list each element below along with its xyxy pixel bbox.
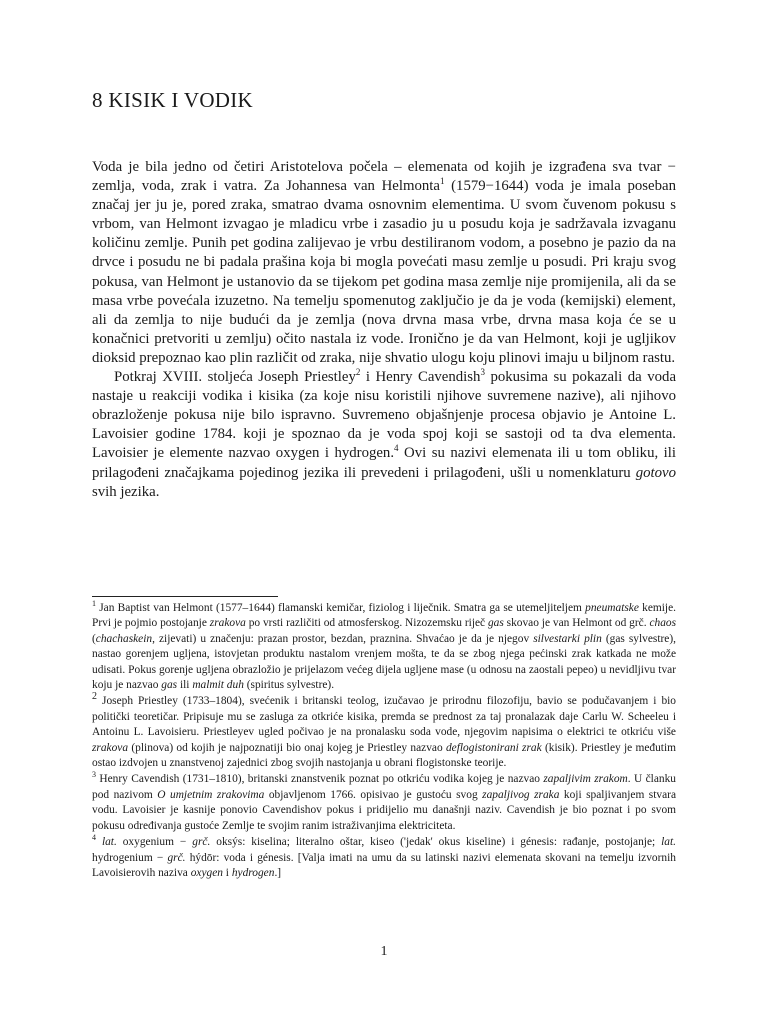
italic-text: grč. (167, 851, 186, 864)
footnote-separator (92, 596, 278, 597)
footnote-ref[interactable]: 3 (480, 367, 485, 378)
italic-text: zapaljivim zrakom (543, 773, 628, 786)
text-run: hydrogenium − (92, 851, 168, 864)
italic-text: chachaskein (95, 632, 153, 645)
text-run: oksýs: kiselina; literalno oštar, kiseo ('jedak' okus kiseline) i génesis: rađanje, postojanje; (210, 836, 662, 849)
text-run: i (222, 866, 232, 879)
page-number: 1 (380, 944, 388, 959)
text-run: ( (92, 632, 96, 645)
text-run: (gas sylvestre), nastao gorenjem ugljena, istovjetan produktu nastalom vrenjem mošta, te da se zbog njega pećinski zrak katkada ne može udisati. Pokus gorenje ugljena obrazložio je prijelazom većeg dijela ugljene mase (u odnosu na zaostali pepeo) u nevidljivu tvar koju je nazvao (92, 632, 677, 692)
text-run: Ovi su nazivi elemenata ili u tom obliku, ili prilagođeni značajkama pojedinog jezika ili prevedeni i prilagođeni, ušli u nomenklaturu (92, 445, 677, 481)
text-run: Henry Cavendish (1731–1810), britanski znanstvenik poznat po otkriću vodika kojeg je nazvao (99, 773, 544, 786)
text-run: hýdōr: voda i génesis. [Valja imati na umu da su latinski nazivi elemenata skovani na temelju izvornih Lavoisierovih naziva (92, 851, 676, 879)
italic-text: deflogistonirani zrak (445, 741, 542, 754)
italic-text: lat. (661, 836, 676, 849)
footnote-ref[interactable]: 2 (355, 367, 361, 378)
footnote-number: 3 (92, 770, 96, 780)
text-run: svih jezika. (92, 483, 160, 500)
footnote (92, 691, 676, 771)
text-run: Joseph Priestley (1733–1804), svećenik i britanski teolog, izučavao je prirodnu filozofiju, bavio se podučavanjem i bio politički teoretičar. Pripisuje mu se zasluga za otkriće kisika, premda se prednost za taj pronalazak daje Carlu W. Scheeleu i Antoinu L. Lavoisieru. Priestleyev ugled počivao je na pronalasku soda vode, njegovim napisima o elektrici te otkriću više (92, 695, 676, 739)
footnote (92, 772, 676, 834)
italic-text: oxygen (190, 866, 223, 879)
italic-text: grč. (192, 836, 211, 849)
italic-text: zrakova (92, 741, 129, 754)
text-run: pokusima su pokazali da voda nastaje u reakciji vodika i kisika (za koje nisu koristili njihove suvremene nazive), ali njihovo obrazloženje pokusa nije bilo ispravno. Suvremeno objašnjenje procesa objavio je Antoine L. Lavoisier godine 1784. koji je spoznao da je voda spoj koji se sastoji od ta dva elementa. Lavoisier je elemente nazvao oxygen i hydrogen. (92, 369, 677, 462)
text-run: (1579−1644) voda je imala poseban značaj jer ju je, pored zraka, smatrao dvama osnovnim elementima. U svom čuvenom pokusu s vrbom, van Helmont izvagao je mladicu vrbe i zasadio ju u posudu koja je sadržavala izvaganu količinu zemlje. Punih pet godina zalijevao je vrbu destiliranom vodom, a posebno je pazio da na drvce i posudu ne bi padala prašina koja bi mogla povećati masu zemlje u posudi. Pri kraju svog pokusa, van Helmont je ustanovio da se tijekom pet godina masa zemlje nije promijenila, ali da se masa vrbe povećala izuzetno. Na temelju spomenutog zaključio je da je voda (kemijski) element, ali da zemlja to nije budući da je zemlja (nova drvna masa vrbe, drvna masa koja će se u konačnici pretvoriti u zemlju) očito nastala iz vode. Ironično je da van Helmont, koji je ugljikov dioksid prepoznao kao plin različit od zraka, nije shvatio ulogu koju plinovi imaju u biljnom rastu. (92, 178, 676, 366)
paragraph (92, 368, 676, 502)
text-run: Jan Baptist van Helmont (1577–1644) flamanski kemičar, fiziolog i liječnik. Smatra ga se utemeljiteljem (99, 602, 586, 614)
footnote (92, 601, 676, 693)
footnote-number: 4 (92, 833, 96, 843)
text-run: . U članku pod nazivom (92, 773, 676, 801)
text-run: (plinova) od kojih je najpoznatiji bio onaj kojeg je Priestley nazvao (128, 741, 446, 754)
footnotes (92, 601, 676, 882)
italic-text: gas (487, 617, 504, 630)
italic-text: malmit duh (192, 679, 244, 692)
italic-text: zapaljivog zraka (482, 788, 560, 801)
italic-text: lat. (101, 836, 117, 849)
italic-text: zrakova (209, 617, 246, 630)
italic-text: gas (161, 679, 178, 692)
paragraph (92, 158, 676, 368)
chapter-title: 8 KISIK I VODIK (92, 88, 254, 112)
footnote-ref[interactable]: 4 (394, 443, 399, 454)
text-run: (kisik). Priestley je međutim ostao izdvojen u znanstvenoj zajednici zbog svojih nastojanja u obrani flogistonske teorije. (92, 741, 676, 770)
text-run: Potkraj XVIII. stoljeća Joseph Priestley (114, 369, 356, 386)
footnote-number: 1 (92, 599, 96, 609)
text-run: oxygenium − (116, 836, 193, 849)
text-run: koji spaljivanjem stvara vodu. Lavoisier je kasnije ponovio Cavendishov pokus i pridijelio mu današnji naziv. Cavendish je bio poznat i po svom pokusu određivanja gustoće Zemlje te svojim ranim istraživanjima elektriciteta. (92, 788, 676, 832)
text-run: .] (274, 866, 282, 879)
text-run: Voda je bila jedno od četiri Aristotelova počela – elemenata od kojih je izgrađena sva tvar − zemlja, voda, zrak i vatra. Za Johannesa van Helmonta (92, 159, 676, 195)
italic-text: O umjetnim zrakovima (157, 788, 265, 801)
text-run: po vrsti različiti od atmosferskog. Nizozemsku riječ (245, 617, 488, 630)
italic-text: silvestarki plin (533, 632, 602, 645)
text-run: ili (177, 679, 193, 692)
footnote-number: 2 (92, 691, 97, 703)
footnote (92, 835, 676, 881)
text-run: , zijevati) u značenju: prazan prostor, bezdan, praznina. Shvaćao je da je njegov (152, 632, 534, 645)
italic-text: chaos (649, 617, 677, 630)
text-run: objavljenom 1766. opisivao je gustoću svog (264, 788, 483, 801)
italic-text: pneumatske (585, 602, 639, 614)
footnote-ref[interactable]: 1 (439, 176, 445, 187)
body-text (92, 158, 676, 502)
text-run: skovao je van Helmont od grč. (503, 617, 650, 630)
text-run: i Henry Cavendish (360, 369, 481, 386)
italic-text: gotovo (635, 464, 676, 481)
italic-text: hydrogen (231, 866, 275, 879)
text-run: kemije. Prvi je pojmio postojanje (92, 602, 676, 630)
text-run: (spiritus sylvestre). (243, 679, 335, 692)
